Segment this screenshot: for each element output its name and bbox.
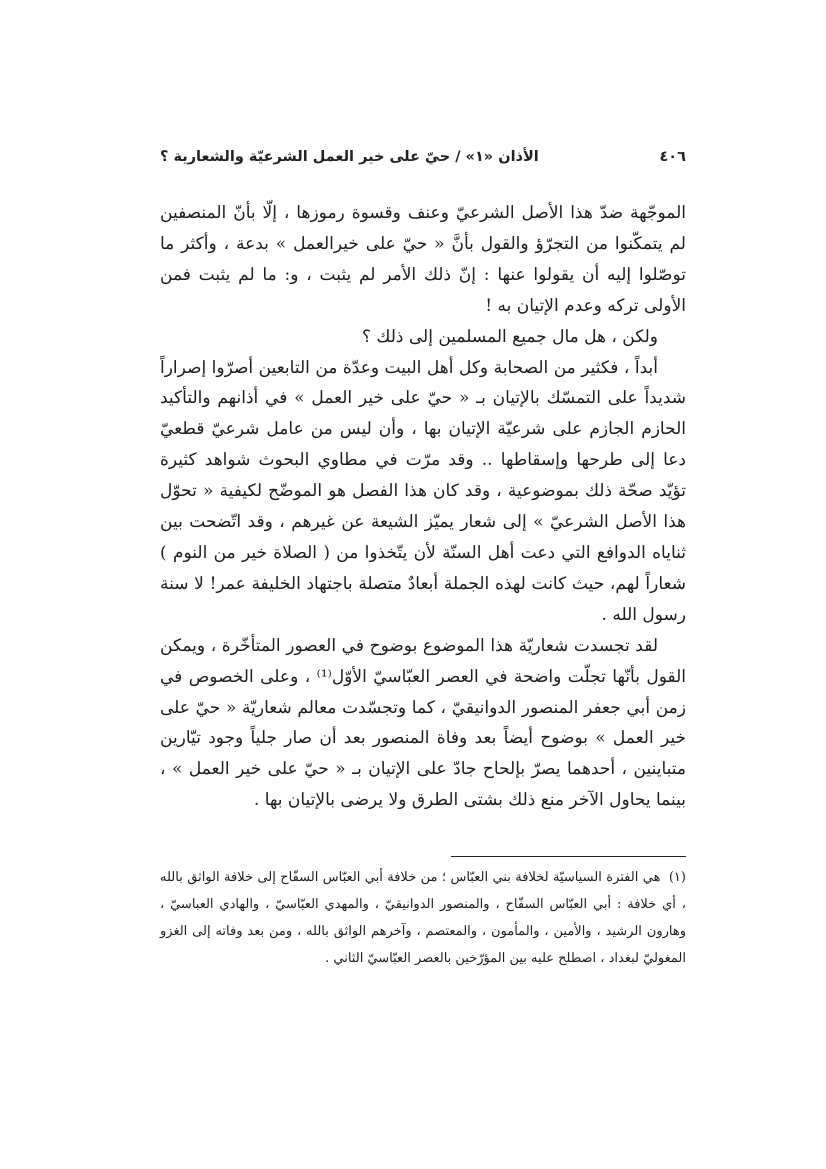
running-title: الأذان «١» / حيّ على خير العمل الشرعيّة والشعارية ؟ (160, 149, 539, 165)
paragraph-abbasid: لقد تجسدت شعاريّة هذا الموضوع بوضوح في العصور المتأخّرة ، ويمكن القول بأنّها تجلّت واضحة في العصر العبّاسيّ الأوّل⁽¹⁾ ، وعلى الخصوص في زمن أبي جعفر المنصور الدوانيقيّ ، كما وتجسّدت معالم شعاريّة « حيّ على خير العمل » بوضوح أيضاً بعد وفاة المنصور بعد أن صار جلياً وجود تيّارين متباينين ، أحدهما يصرّ بإلحاح جادّ على الإتيان بـ « حيّ على خير العمل » ، بينما يحاول الآخر منع ذلك بشتى الطرق ولا يرضى بالإتيان بها . (160, 635, 687, 811)
page-number: ٤٠٦ (659, 149, 686, 165)
footnote-separator (451, 856, 686, 857)
body-text (160, 198, 686, 816)
page-header (160, 146, 686, 172)
footnote-marker: (١) (668, 870, 686, 885)
footnote (160, 864, 686, 972)
footnote-text: هي الفترة السياسيّة لخلافة بني العبّاس ؛ من خلافة أبي العبّاس السفّاح إلى خلافة الواثق بالله ، أي خلافة : أبي العبّاس السفّاح ، والمنصور الدوانيقيّ ، والمهدي العبّاسيّ ، والهادي العباسيّ ، وهارون الرشيد ، والأمين ، والمأمون ، والمعتصم ، وآخرهم الواثق بالله ، ومن بعد وفاته إلى الغزو المغوليّ لبغداد ، اصطلح عليه بين المؤرّخين بالعصر العبّاسيّ الثاني . (160, 870, 686, 966)
paragraph-question: ولكن ، هل مال جميع المسلمين إلى ذلك ؟ (361, 326, 658, 347)
footnote-entry (160, 864, 686, 972)
paragraph-companions: أبداً ، فكثير من الصحابة وكل أهل البيت وعدّة من التابعين أصرّوا إصراراً شديداً على التمسّك بالإتيان بـ « حيّ على خير العمل » في أذانهم والتأكيد الحازم الجازم على شرعيّة الإتيان بها ، وأن ليس من عامل شرعيّ قطعيّ دعا إلى طرحها وإسقاطها .. وقد مرّت في مطاوي البحوث شواهد كثيرة تؤيّد صحّة ذلك بموضوعية ، وقد كان هذا الفصل هو الموضّح لكيفية « تحوّل هذا الأصل الشرعيّ » إلى شعار يميّز الشيعة عن غيرهم ، وقد اتّضحت بين ثناياه الدوافع التي دعت أهل السنّة لأن يتّخذوا من ( الصلاة خير من النوم ) شعاراً لهم، حيث كانت لهذه الجملة أبعادٌ متصلة باجتهاد الخليفة عمر! لا سنة رسول الله . (160, 357, 686, 625)
paragraph-continuation: الموجّهة ضدّ هذا الأصل الشرعيّ وعنف وقسوة رموزها ، إلّا بأنّ المنصفين لم يتمكّنوا من التجرّؤ والقول بأنَّ « حيّ على خيرالعمل » بدعة ، وأكثر ما توصّلوا إليه أن يقولوا عنها : إنّ ذلك الأمر لم يثبت ، و: ما لم يثبت فمن الأولى تركه وعدم الإتيان به ! (160, 203, 686, 316)
